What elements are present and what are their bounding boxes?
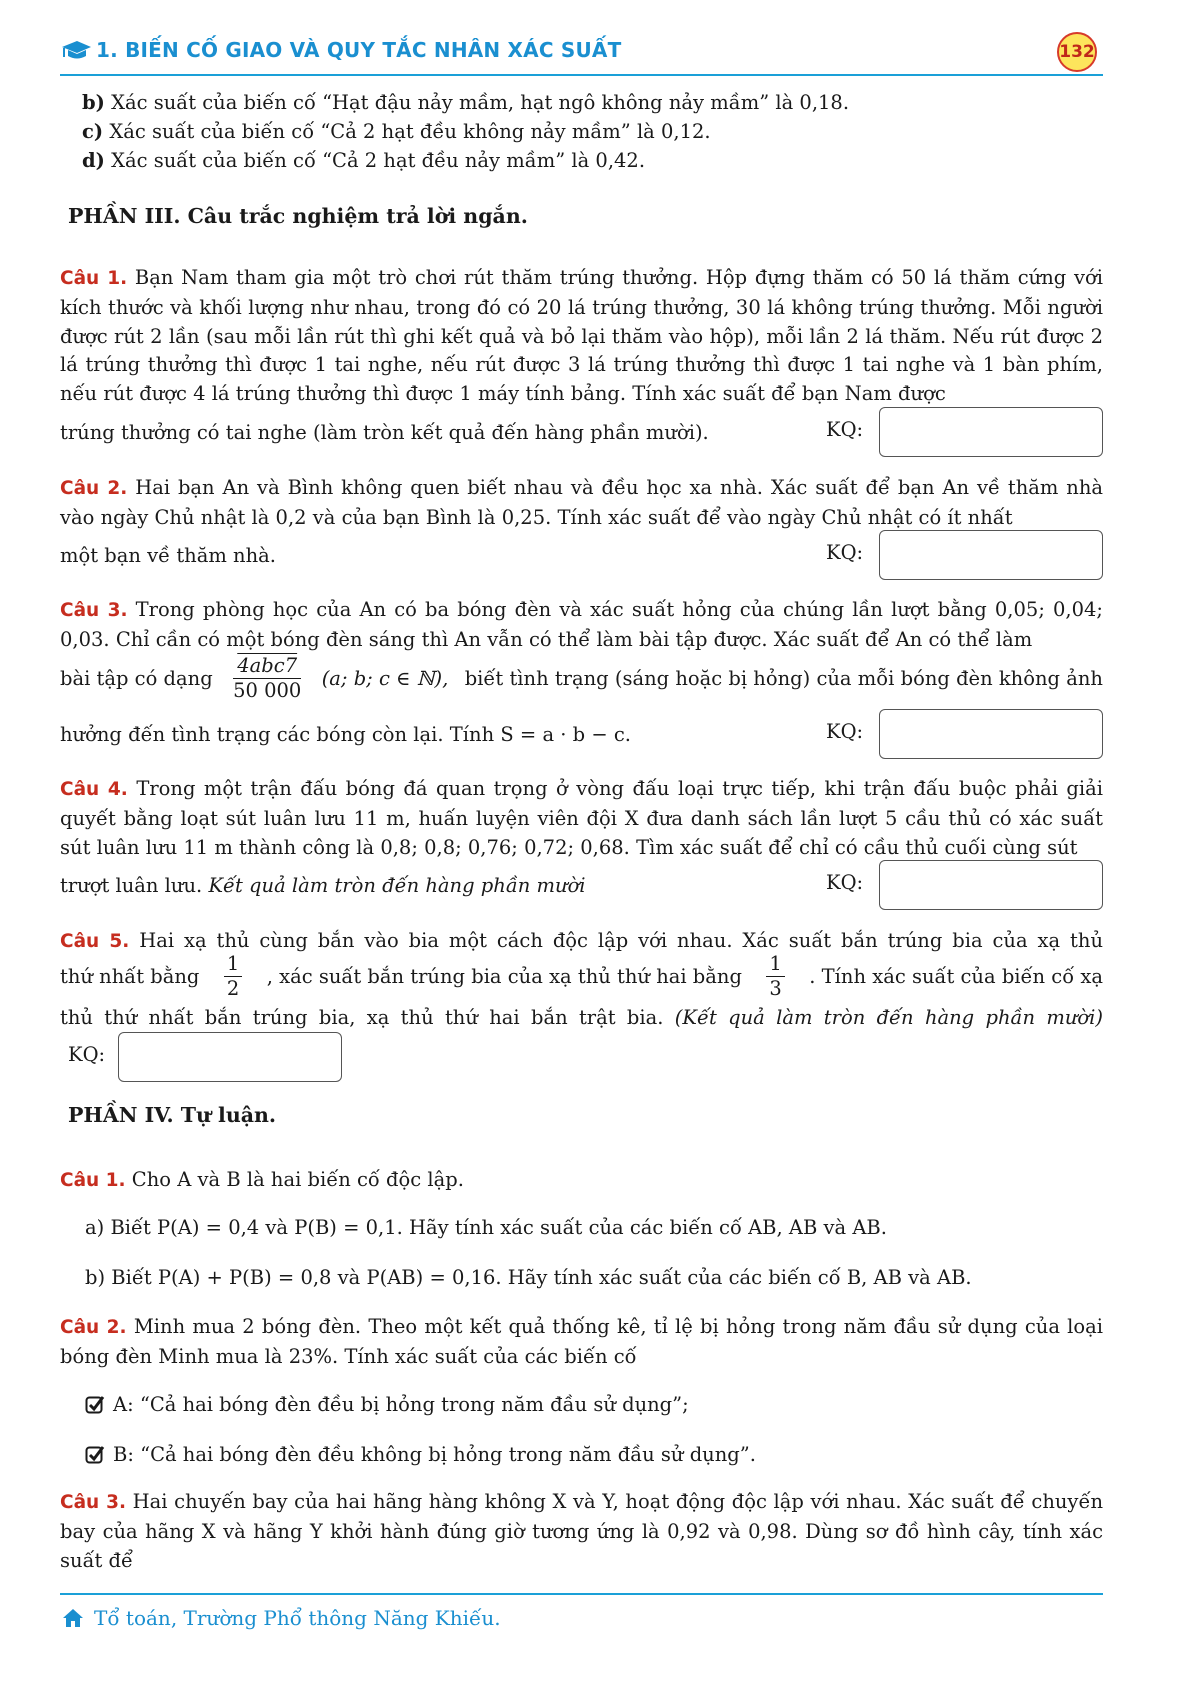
kq-label: KQ: [826,418,864,441]
kq-label: KQ: [68,1043,106,1066]
question-5-line-2: thứ nhất bằng $\frac{1}{2}$ , xác suất bắn trúng bia của xạ thủ thứ hai bằng $\frac{1}{3}$ . Tính xác suất của biến cố xạ [60,952,1103,1000]
option-d: d) Xác suất của biến cố “Cả 2 hạt đều nảy mầm” là 0,42. [82,149,646,172]
part4-question-1b: b) Biết P(A) + P(B) = 0,8 và P(AB) = 0,16. Hãy tính xác suất của các biến cố B, AB và AB. [85,1266,972,1289]
fraction-one-half: $\frac{1}{2}$ [224,952,242,1001]
page-footer: Tổ toán, Trường Phổ thông Năng Khiếu. [62,1606,501,1630]
page-number-badge: 132 [1057,32,1097,72]
fraction-4abc7: $\frac{\text{4abc7}}{50 000}$ [233,654,302,702]
home-icon [62,1608,84,1628]
answer-box-q2[interactable] [879,530,1103,580]
kq-label: KQ: [826,871,864,894]
answer-box-q4[interactable] [879,860,1103,910]
kq-label: KQ: [826,541,864,564]
option-c: c) Xác suất của biến cố “Cả 2 hạt đều không nảy mầm” là 0,12. [82,120,711,143]
question-1-last-line: trúng thưởng có tai nghe (làm tròn kết quả đến hàng phần mười). [60,421,709,444]
question-5-line-3: thủ thứ nhất bắn trúng bia, xạ thủ thứ hai bắn trật bia. (Kết quả làm tròn đến hàng phần mười) [60,1006,1104,1029]
question-2: Câu 2. Hai bạn An và Bình không quen biết nhau và đều học xa nhà. Xác suất để bạn An về thăm nhà vào ngày Chủ nhật là 0,2 và của bạn Bình là 0,25. Tính xác suất để vào ngày Chủ nhật có ít nhất [60,476,1104,529]
question-2-last-line: một bạn về thăm nhà. [60,544,276,567]
fraction-one-third: $\frac{1}{3}$ [766,952,784,1001]
question-3-last-line: hưởng đến tình trạng các bóng còn lại. Tính S = a · b − c. [60,723,632,746]
checkbox-checked-icon [85,1444,105,1464]
section-title-part4: PHẦN IV. Tự luận. [68,1103,277,1127]
part4-question-1: Câu 1. Cho A và B là hai biến cố độc lập. [60,1168,464,1191]
answer-box-q3[interactable] [879,709,1103,759]
option-b: b) Xác suất của biến cố “Hạt đậu nảy mầm, hạt ngô không nảy mầm” là 0,18. [82,91,850,114]
header-title: 1. BIẾN CỐ GIAO VÀ QUY TẮC NHÂN XÁC SUẤT [96,38,622,62]
part4-question-3: Câu 3. Hai chuyến bay của hai hãng hàng không X và Y, hoạt động độc lập với nhau. Xác suất để chuyến bay của hãng X và hãng Y khởi hành đúng giờ tương ứng là 0,92 và 0,98. Dùng sơ đồ hình cây, tính xác suất để [60,1490,1104,1572]
section-title-part3: PHẦN III. Câu trắc nghiệm trả lời ngắn. [68,204,528,228]
question-1: Câu 1. Bạn Nam tham gia một trò chơi rút thăm trúng thưởng. Hộp đựng thăm có 50 lá thăm cứng với kích thước và khối lượng như nhau, trong đó có 20 lá trúng thưởng, 30 lá không trúng thưởng. Mỗi người được rút 2 lần (sau mỗi lần rút thì ghi kết quả và bỏ lại thăm vào hộp), mỗi lần 2 lá thăm. Nếu rút được 2 lá trúng thưởng thì được 1 tai nghe, nếu rút được 3 lá trúng thưởng thì được 1 tai nghe và 1 bàn phím, nếu rút được 4 lá trúng thưởng thì được 1 máy tính bảng. Tính xác suất để bạn Nam được [60,266,1103,406]
checkbox-checked-icon [85,1394,105,1414]
part4-question-2-item-b: B: “Cả hai bóng đèn đều không bị hỏng trong năm đầu sử dụng”. [85,1440,756,1469]
part4-question-2: Câu 2. Minh mua 2 bóng đèn. Theo một kết quả thống kê, tỉ lệ bị hỏng trong năm đầu sử dụng của loại bóng đèn Minh mua là 23%. Tính xác suất của các biến cố [60,1315,1103,1368]
question-4: Câu 4. Trong một trận đấu bóng đá quan trọng ở vòng đấu loại trực tiếp, khi trận đấu buộc phải giải quyết bằng loạt sút luân lưu 11 m, huấn luyện viên đội X đưa danh sách lần lượt 5 cầu thủ có xác suất sút luân lưu 11 m thành công là 0,8; 0,8; 0,76; 0,72; 0,68. Tìm xác suất để chỉ có cầu thủ cuối cùng sút [60,777,1103,859]
page-header [60,32,1103,76]
part4-question-2-item-a: A: “Cả hai bóng đèn đều bị hỏng trong năm đầu sử dụng”; [85,1390,689,1419]
footer-divider [60,1593,1103,1595]
graduation-cap-icon [60,38,92,62]
answer-box-q5[interactable] [118,1032,342,1082]
answer-box-q1[interactable] [879,407,1103,457]
question-5-line-1: Câu 5. Hai xạ thủ cùng bắn vào bia một cách độc lập với nhau. Xác suất bắn trúng bia của xạ thủ [60,929,1104,952]
part4-question-1a: a) Biết P(A) = 0,4 và P(B) = 0,1. Hãy tính xác suất của các biến cố AB, AB và AB. [85,1216,887,1239]
question-3-fraction-line: bài tập có dạng $\frac{\text{4abc7}}{50 000}$ (a; b; c ∈ ℕ), biết tình trạng (sáng hoặc bị hỏng) của mỗi bóng đèn không ảnh [60,654,1103,702]
question-4-last-line: trượt luân lưu. Kết quả làm tròn đến hàng phần mười [60,874,586,897]
question-3: Câu 3. Trong phòng học của An có ba bóng đèn và xác suất hỏng của chúng lần lượt bằng 0,05; 0,04; 0,03. Chỉ cần có một bóng đèn sáng thì An vẫn có thể làm bài tập được. Xác suất để An có thể làm [60,598,1104,651]
kq-label: KQ: [826,720,864,743]
